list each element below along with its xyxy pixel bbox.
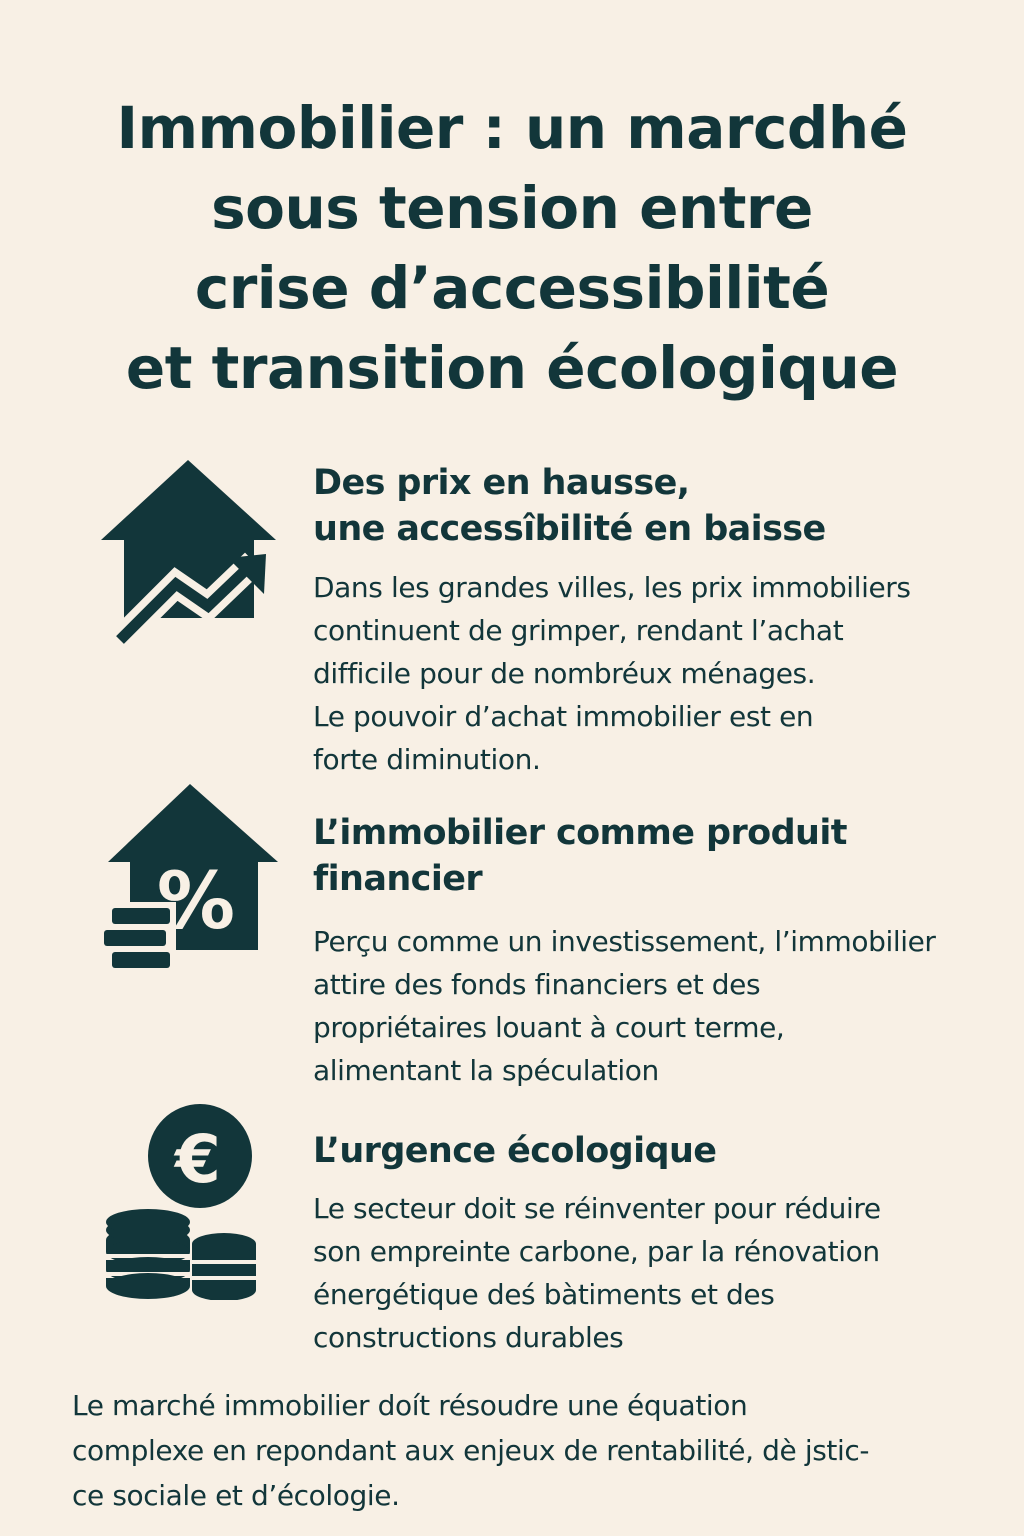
section-body bbox=[313, 920, 1003, 1092]
heading-line: une accessîbilité en baisse bbox=[313, 509, 826, 549]
body-line: propriétaires louant à court terme, bbox=[313, 1011, 785, 1044]
body-line: énergétique deś bàtiments et des bbox=[313, 1278, 775, 1311]
body-line: alimentant la spéculation bbox=[313, 1054, 659, 1087]
body-line: constructions durables bbox=[313, 1321, 624, 1354]
section-heading bbox=[313, 810, 993, 902]
title-line: et transition écologique bbox=[125, 334, 899, 402]
body-line: Le secteur doit se réinventer pour réduire bbox=[313, 1192, 881, 1225]
body-line: forte diminution. bbox=[313, 743, 541, 776]
page-title bbox=[40, 88, 984, 408]
heading-line: L’immobilier comme produit bbox=[313, 813, 847, 853]
svg-text:€: € bbox=[175, 1121, 221, 1198]
house-percent-icon bbox=[96, 784, 286, 984]
body-line: son empreinte carbone, par la rénovation bbox=[313, 1235, 880, 1268]
title-line: sous tension entre bbox=[211, 174, 813, 242]
body-line: Perçu comme un investissement, l’immobilier bbox=[313, 925, 936, 958]
section-heading bbox=[313, 1128, 993, 1174]
body-line: continuent de grimper, rendant l’achat bbox=[313, 614, 844, 647]
body-line: attire des fonds financiers et des bbox=[313, 968, 761, 1001]
title-line: crise d’accessibilité bbox=[194, 254, 830, 322]
conclusion-line: Le marché immobilier doít résoudre une équation bbox=[72, 1389, 748, 1422]
title-line: Immobilier : un marcdhé bbox=[116, 94, 908, 162]
section-heading bbox=[313, 460, 993, 552]
heading-line: L’urgence écologique bbox=[313, 1131, 717, 1171]
heading-line: financier bbox=[313, 859, 483, 899]
heading-line: Des prix en hausse, bbox=[313, 463, 690, 503]
conclusion-text bbox=[72, 1383, 972, 1518]
conclusion-line: complexe en repondant aux enjeux de rentabilité, dè jstic- bbox=[72, 1434, 870, 1467]
conclusion-line: ce sociale et d’écologie. bbox=[72, 1479, 400, 1512]
svg-text:%: % bbox=[156, 857, 236, 947]
house-rising-arrow-icon bbox=[96, 458, 286, 658]
section-body bbox=[313, 566, 1003, 781]
body-line: Le pouvoir d’achat immobilier est en bbox=[313, 700, 814, 733]
body-line: Dans les grandes villes, les prix immobiliers bbox=[313, 571, 911, 604]
euro-coins-icon bbox=[96, 1100, 286, 1300]
body-line: difficile pour de nombréux ménages. bbox=[313, 657, 816, 690]
section-body bbox=[313, 1187, 1003, 1359]
